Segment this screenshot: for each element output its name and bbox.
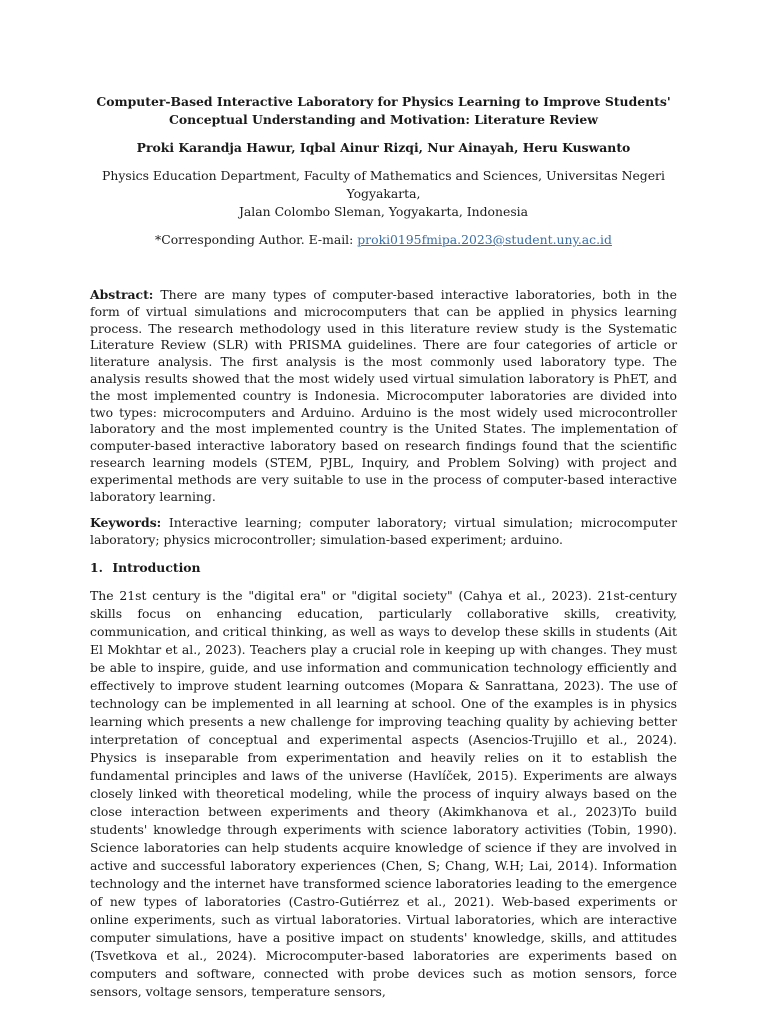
section-title: Introduction	[112, 559, 201, 575]
abstract-label: Abstract:	[90, 287, 154, 302]
paper-title-line-2: Conceptual Understanding and Motivation: Literature Review	[169, 112, 598, 127]
paper-title-line-1: Computer-Based Interactive Laboratory for Physics Learning to Improve Students'	[96, 94, 671, 109]
corresponding-author	[90, 231, 677, 249]
paper-title	[90, 93, 677, 129]
keywords-text: Interactive learning; computer laboratory; virtual simulation; microcomputer laboratory; physics microcontroller; simulation-based experiment; arduino.	[90, 515, 677, 548]
introduction-heading	[90, 559, 677, 577]
abstract	[90, 287, 677, 505]
affiliation	[90, 167, 677, 221]
affiliation-line-2: Jalan Colombo Sleman, Yogyakarta, Indonesia	[238, 204, 529, 219]
corresponding-email-link[interactable]: proki0195fmipa.2023@student.uny.ac.id	[357, 232, 612, 247]
section-number: 1.	[90, 559, 103, 575]
affiliation-line-1: Physics Education Department, Faculty of Mathematics and Sciences, Universitas Negeri Yogyakarta,	[102, 168, 665, 201]
corresponding-label: *Corresponding Author. E-mail:	[155, 232, 358, 247]
abstract-text: There are many types of computer-based interactive laboratories, both in the form of virtual simulations and microcomputers that can be applied in physics learning process. The research methodology used in this literature review study is the Systematic Literature Review (SLR) with PRISMA guidelines. There are four categories of article or literature analysis. The first analysis is the most commonly used laboratory type. The analysis results showed that the most widely used virtual simulation laboratory is PhET, and the most implemented country is Indonesia. Microcomputer laboratories are divided into two types: microcomputers and Arduino. Arduino is the most widely used microcontroller laboratory and the most implemented country is the United States. The implementation of computer-based interactive laboratory based on research findings found that the scientific research learning models (STEM, PJBL, Inquiry, and Problem Solving) with project and experimental methods are very suitable to use in the process of computer-based interactive laboratory learning.	[90, 287, 677, 504]
author-list: Proki Karandja Hawur, Iqbal Ainur Rizqi, Nur Ainayah, Heru Kuswanto	[136, 140, 631, 155]
introduction-paragraph: The 21st century is the "digital era" or "digital society" (Cahya et al., 2023). 21st-century skills focus on enhancing education, particularly collaborative skills, creativity, communication, and critical thinking, as well as ways to develop these skills in students (Ait El Mokhtar et al., 2023). Teachers play a crucial role in keeping up with changes. They must be able to inspire, guide, and use information and communication technology efficiently and effectively to improve student learning outcomes (Mopara & Sanrattana, 2023). The use of technology can be implemented in all learning at school. One of the examples is in physics learning which presents a new challenge for improving teaching quality by achieving better interpretation of conceptual and experimental aspects (Asencios-Trujillo et al., 2024). Physics is inseparable from experimentation and heavily relies on it to establish the fundamental principles and laws of the universe (Havlíček, 2015). Experiments are always closely linked with theoretical modeling, while the process of inquiry always based on the close interaction between experiments and theory (Akimkhanova et al., 2023)To build students' knowledge through experiments with science laboratory activities (Tobin, 1990). Science laboratories can help students acquire knowledge of science if they are involved in active and successful laboratory experiences (Chen, S; Chang, W.H; Lai, 2014). Information technology and the internet have transformed science laboratories leading to the emergence of new types of laboratories (Castro-Gutiérrez et al., 2021). Web-based experiments or online experiments, such as virtual laboratories. Virtual laboratories, which are interactive computer simulations, have a positive impact on students' knowledge, skills, and attitudes (Tsvetkova et al., 2024). Microcomputer-based laboratories are experiments based on computers and software, connected with probe devices such as motion sensors, force sensors, voltage sensors, temperature sensors,	[90, 587, 677, 999]
keywords	[90, 515, 677, 549]
keywords-label: Keywords:	[90, 515, 162, 531]
paper-page	[90, 93, 677, 1001]
